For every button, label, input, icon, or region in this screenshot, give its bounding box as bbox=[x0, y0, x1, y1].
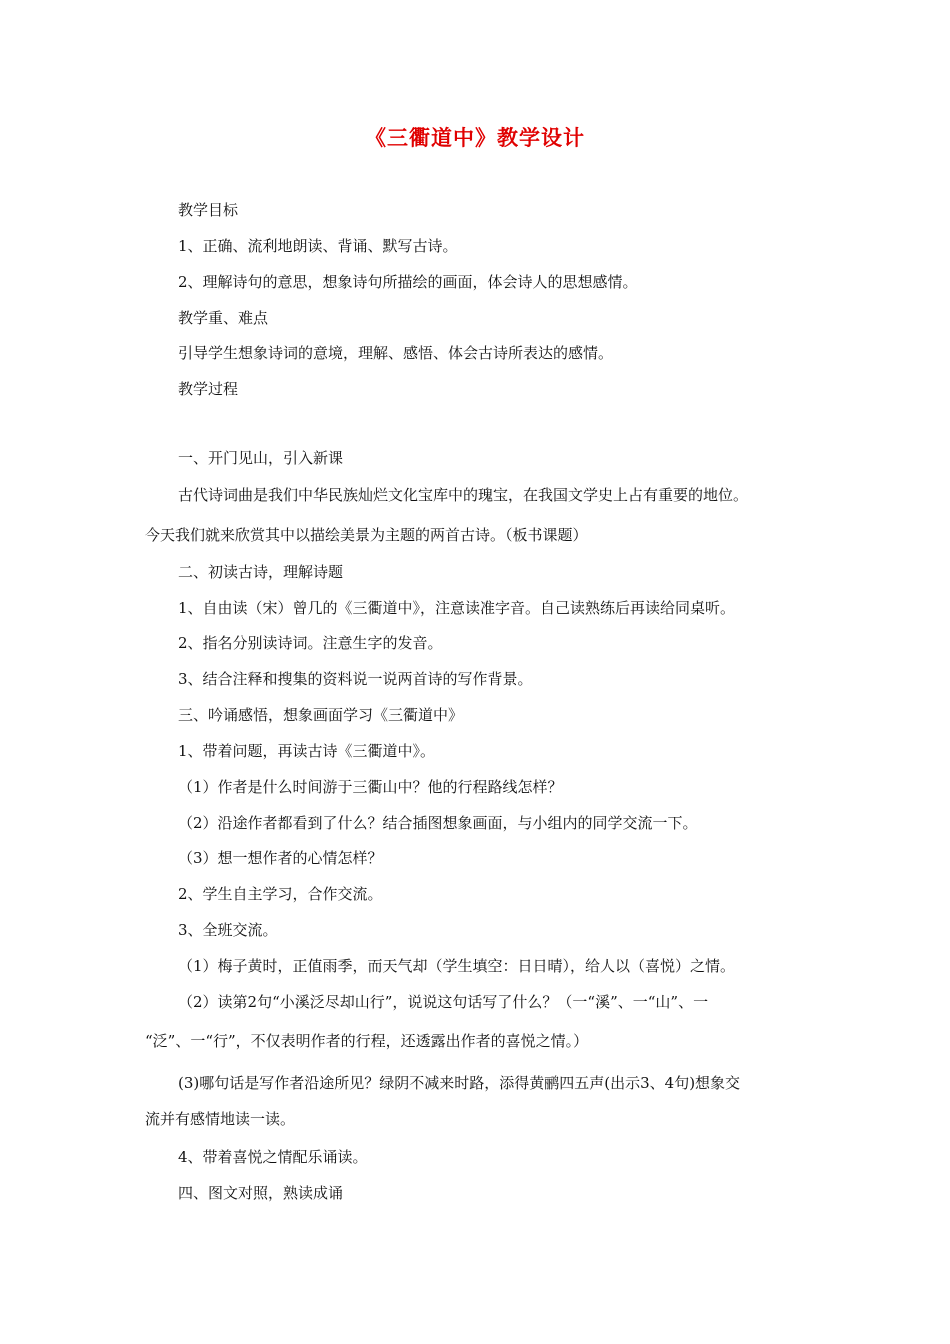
goals-heading: 教学目标 bbox=[178, 201, 239, 219]
part1-paragraph-line2: 今天我们就来欣赏其中以描绘美景为主题的两首古诗。（板书课题） bbox=[145, 526, 588, 544]
key-points-heading: 教学重、难点 bbox=[178, 309, 269, 327]
part3-answer-1: （1）梅子黄时，正值雨季，而天气却（学生填空：日日晴），给人以（喜悦）之情。 bbox=[178, 957, 736, 975]
part2-item-3: 3、结合注释和搜集的资料说一说两首诗的写作背景。 bbox=[178, 670, 533, 688]
part3-item-3: 3、全班交流。 bbox=[178, 921, 278, 939]
part3-item-2: 2、学生自主学习，合作交流。 bbox=[178, 885, 383, 903]
process-heading: 教学过程 bbox=[178, 380, 239, 398]
goal-item-2: 2、理解诗句的意思，想象诗句所描绘的画面，体会诗人的思想感情。 bbox=[178, 273, 638, 291]
part3-answer-3-line2: 流并有感情地读一读。 bbox=[145, 1110, 296, 1128]
part1-heading: 一、开门见山，引入新课 bbox=[178, 449, 344, 467]
part1-paragraph-line1: 古代诗词曲是我们中华民族灿烂文化宝库中的瑰宝，在我国文学史上占有重要的地位。 bbox=[178, 486, 749, 504]
part3-question-3: （3）想一想作者的心情怎样？ bbox=[178, 849, 383, 867]
key-points-text: 引导学生想象诗词的意境，理解、感悟、体会古诗所表达的感情。 bbox=[178, 344, 614, 362]
part3-answer-3-line1: (3)哪句话是写作者沿途所见？绿阴不减来时路，添得黄鹂四五声(出示3、4句)想象交 bbox=[178, 1074, 741, 1092]
part3-answer-2-line2: “泛”、一“行”，不仅表明作者的行程，还透露出作者的喜悦之情。） bbox=[145, 1032, 589, 1050]
part2-item-1: 1、自由读（宋）曾几的《三衢道中》，注意读准字音。自己读熟练后再读给同桌听。 bbox=[178, 599, 736, 617]
part3-answer-2-line1: （2）读第2句“小溪泛尽却山行”，说说这句话写了什么？（一“溪”、一“山”、一 bbox=[178, 993, 709, 1011]
part3-item-4: 4、带着喜悦之情配乐诵读。 bbox=[178, 1148, 368, 1166]
goal-item-1: 1、正确、流利地朗读、背诵、默写古诗。 bbox=[178, 237, 458, 255]
part4-heading: 四、图文对照，熟读成诵 bbox=[178, 1184, 344, 1202]
part2-item-2: 2、指名分别读诗词。注意生字的发音。 bbox=[178, 634, 443, 652]
part3-item-1: 1、带着问题，再读古诗《三衢道中》。 bbox=[178, 742, 436, 760]
part3-heading: 三、吟诵感悟，想象画面学习《三衢道中》 bbox=[178, 706, 464, 724]
document-title: 《三衢道中》教学设计 bbox=[365, 126, 585, 150]
part2-heading: 二、初读古诗，理解诗题 bbox=[178, 563, 344, 581]
part3-question-1: （1）作者是什么时间游于三衢山中？他的行程路线怎样？ bbox=[178, 778, 563, 796]
part3-question-2: （2）沿途作者都看到了什么？结合插图想象画面，与小组内的同学交流一下。 bbox=[178, 814, 698, 832]
